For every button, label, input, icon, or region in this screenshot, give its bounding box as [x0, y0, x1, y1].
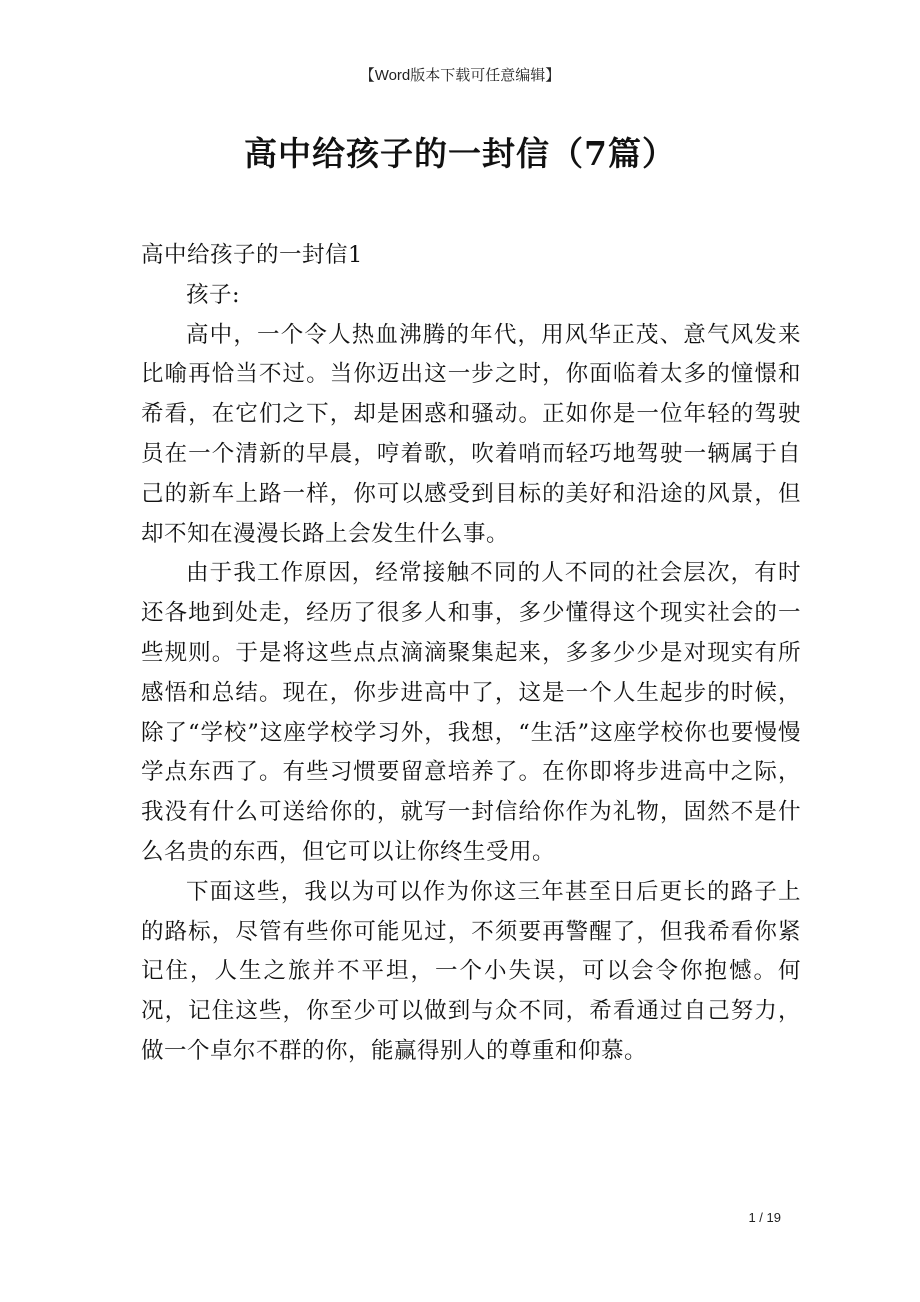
section-heading: 高中给孩子的一封信1 — [141, 242, 363, 268]
document-body — [141, 236, 801, 1072]
paragraph-1: 高中，一个令人热血沸腾的年代，用风华正茂、意气风发来比喻再恰当不过。当你迈出这一步之时，你面临着太多的憧憬和希看，在它们之下，却是困惑和骚动。正如你是一位年轻的驾驶员在一个清新的早晨，哼着歌，吹着哨而轻巧地驾驶一辆属于自己的新车上路一样，你可以感受到目标的美好和沿途的风景，但却不知在漫漫长路上会发生什么事。 — [141, 321, 801, 547]
paragraph-2: 由于我工作原因，经常接触不同的人不同的社会层次，有时还各地到处走，经历了很多人和事，多少懂得这个现实社会的一些规则。于是将这些点点滴滴聚集起来，多多少少是对现实有所感悟和总结。现在，你步进高中了，这是一个人生起步的时候，除了“学校”这座学校学习外，我想，“生活”这座学校你也要慢慢学点东西了。有些习惯要留意培养了。在你即将步进高中之际，我没有什么可送给你的，就写一封信给你作为礼物，固然不是什么名贵的东西，但它可以让你终生受用。 — [141, 560, 801, 865]
paragraph-3: 下面这些，我以为可以作为你这三年甚至日后更长的路子上的路标，尽管有些你可能见过，不须要再警醒了，但我希看你紧记住，人生之旅并不平坦，一个小失误，可以会令你抱憾。何况，记住这些，你至少可以做到与众不同，希看通过自己努力，做一个卓尔不群的你，能赢得别人的尊重和仰慕。 — [141, 878, 801, 1064]
page-number: 1 / 19 — [748, 1210, 781, 1225]
header-note: 【Word版本下载可任意编辑】 — [359, 67, 561, 84]
salutation: 孩子: — [186, 281, 241, 308]
document-title: 高中给孩子的一封信（7篇） — [244, 134, 676, 173]
